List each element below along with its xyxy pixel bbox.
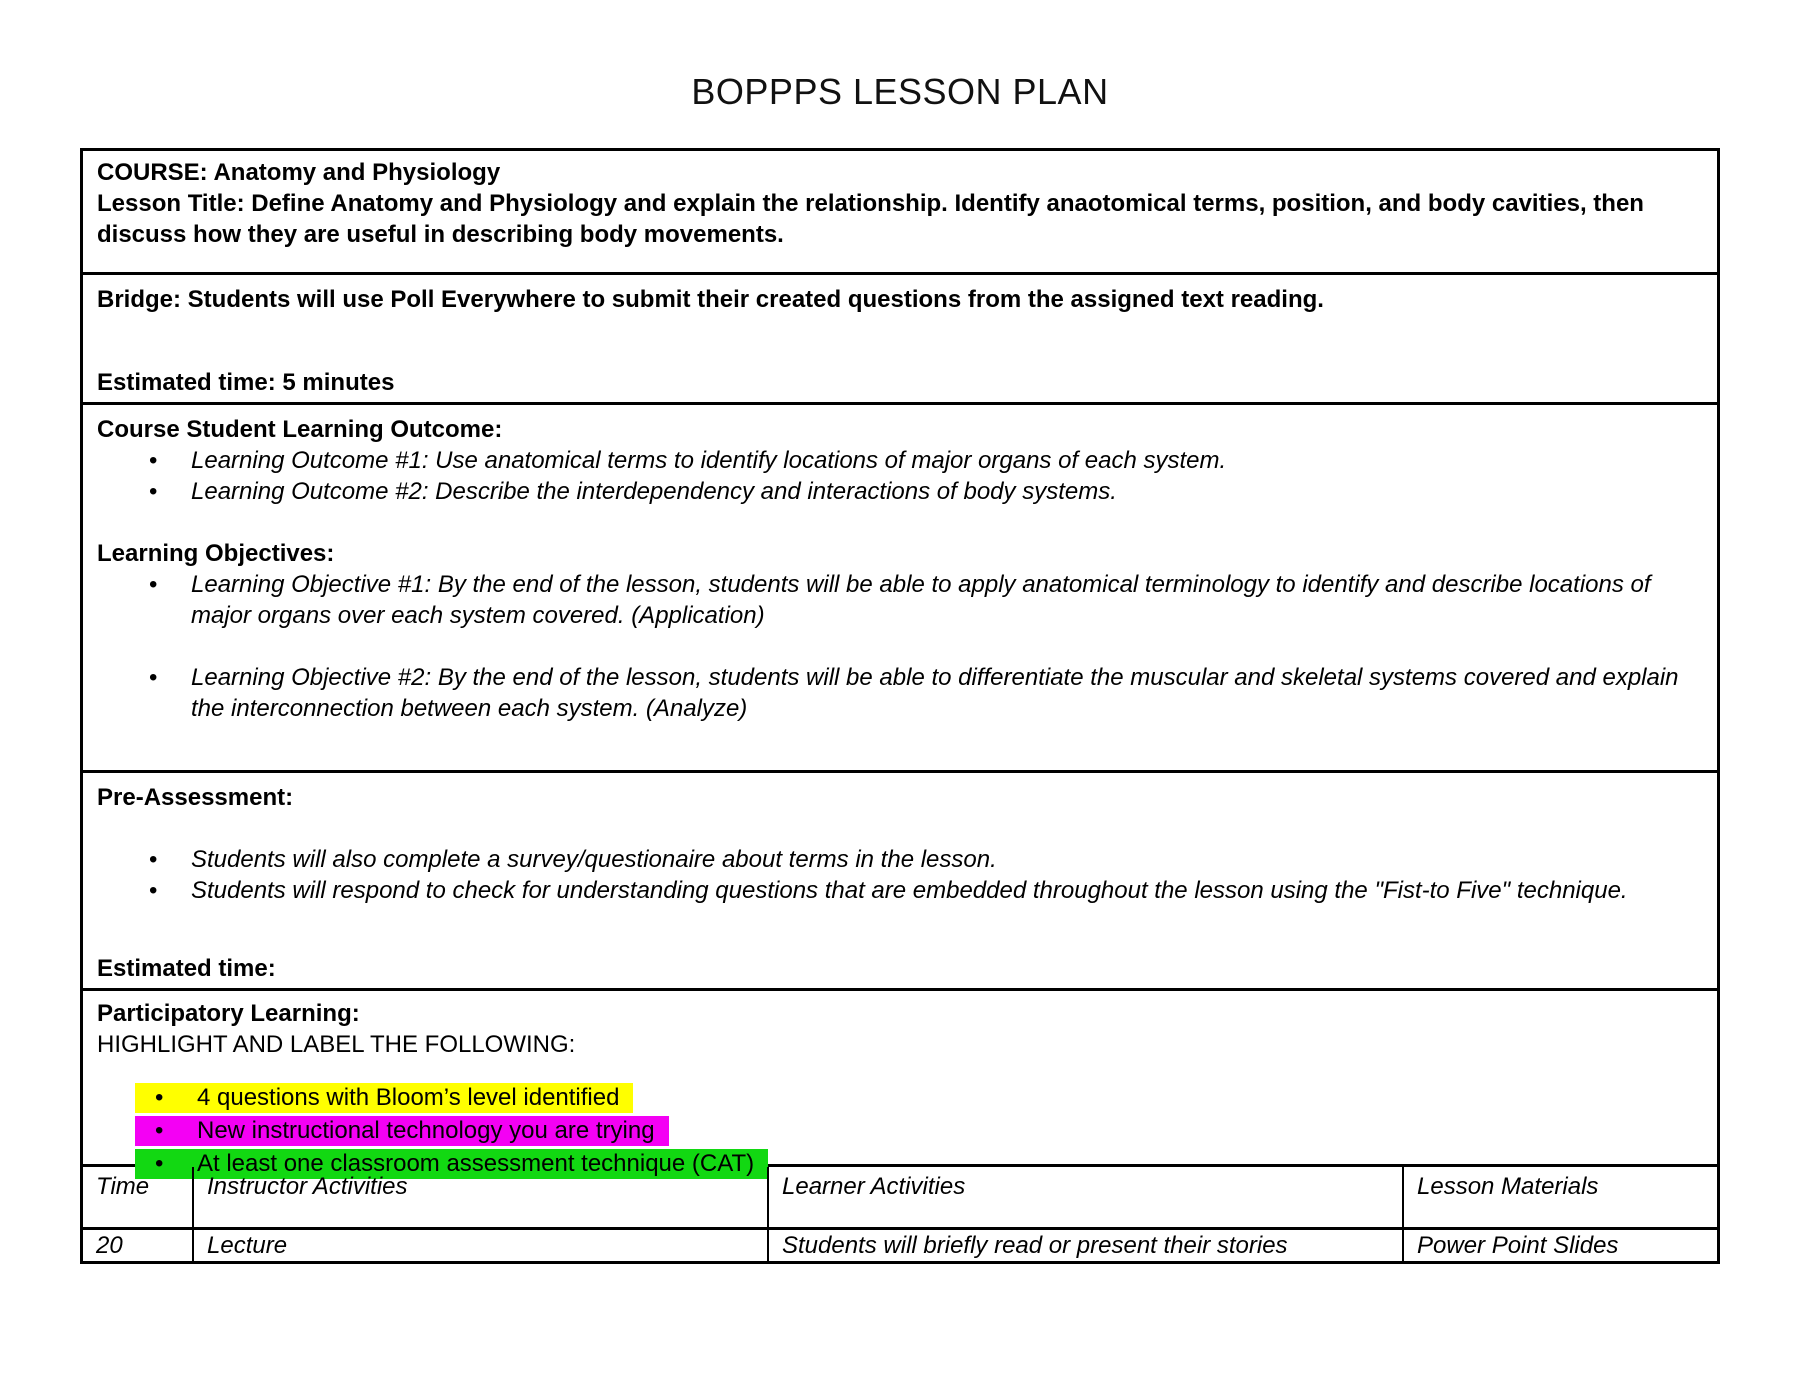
- cell-learner-activity: Students will briefly read or present their stories: [769, 1230, 1404, 1261]
- lesson-plan-table: [80, 148, 1720, 1264]
- highlight-item-yellow: [135, 1082, 1703, 1113]
- page-title: BOPPPS LESSON PLAN: [691, 71, 1109, 112]
- highlight-chip: [135, 1083, 633, 1113]
- objective-item-text: Learning Objective #2: By the end of the lesson, students will be able to differentiate the muscular and skeletal systems covered and explain the interconnection between each system. (Analyze): [191, 664, 1679, 722]
- blank-line: [97, 631, 1703, 662]
- outcome-item-text: Learning Outcome #1: Use anatomical terms to identify locations of major organs of each system.: [191, 447, 1227, 474]
- outcome-item: [149, 445, 1703, 476]
- section-pre-assessment: [83, 773, 1717, 991]
- course-label: COURSE: Anatomy and Physiology: [97, 159, 501, 186]
- header-cell-lesson-materials: Lesson Materials: [1404, 1167, 1717, 1230]
- participatory-heading: Participatory Learning:: [97, 1000, 360, 1027]
- objective-item: [149, 569, 1703, 631]
- highlight-item-magenta: [135, 1115, 1703, 1146]
- highlight-instruction: HIGHLIGHT AND LABEL THE FOLLOWING:: [97, 1031, 576, 1058]
- section-participatory: [83, 991, 1717, 1177]
- bridge-text: Bridge: Students will use Poll Everywhere to submit their created questions from the assigned text reading.: [97, 286, 1324, 313]
- outcomes-heading: Course Student Learning Outcome:: [97, 416, 503, 443]
- bullet-icon: [135, 1083, 197, 1113]
- bullet-icon: [149, 569, 191, 631]
- bullet-icon: [149, 476, 191, 507]
- pre-assessment-estimated-time: Estimated time:: [97, 955, 276, 982]
- pre-assessment-item: [149, 875, 1703, 906]
- highlight-item-text: 4 questions with Bloom’s level identified: [197, 1084, 620, 1111]
- blank-line: [97, 813, 1703, 844]
- pre-assessment-item-text: Students will respond to check for understanding questions that are embedded throughout the lesson using the "Fist-to Five" technique.: [191, 877, 1628, 904]
- cell-time-value: 20: [83, 1230, 194, 1261]
- bullet-icon: [149, 662, 191, 724]
- pre-assessment-item-text: Students will also complete a survey/questionaire about terms in the lesson.: [191, 846, 997, 873]
- activity-table: [83, 1167, 1717, 1261]
- bridge-estimated-time: Estimated time: 5 minutes: [97, 369, 395, 396]
- pre-assessment-list: [97, 844, 1703, 906]
- bullet-icon: [149, 875, 191, 906]
- outcomes-list: [97, 445, 1703, 507]
- highlight-list: [135, 1082, 1703, 1179]
- pre-assessment-heading: Pre-Assessment:: [97, 784, 294, 811]
- blank-space: [97, 906, 1703, 953]
- highlight-item-text: New instructional technology you are trying: [197, 1117, 655, 1144]
- header-cell-instructor-activities: Instructor Activities: [194, 1167, 769, 1230]
- outcome-item: [149, 476, 1703, 507]
- lesson-title-text: Lesson Title: Define Anatomy and Physiology and explain the relationship. Identify anaotomical terms, position, and body cavities, then discuss how they are useful in describing body movements.: [97, 190, 1644, 248]
- section-bridge: [83, 275, 1717, 405]
- header-cell-time: Time: [83, 1167, 194, 1230]
- cell-instructor-activity: Lecture: [194, 1230, 769, 1261]
- bullet-icon: [149, 445, 191, 476]
- highlight-chip: [135, 1116, 669, 1146]
- bullet-icon: [135, 1116, 197, 1146]
- cell-lesson-material: Power Point Slides: [1417, 1231, 1619, 1259]
- highlight-item-text: At least one classroom assessment technique (CAT): [197, 1150, 755, 1177]
- section-course: [83, 151, 1717, 275]
- section-outcomes: [83, 405, 1717, 773]
- blank-space: [97, 1060, 1703, 1082]
- objectives-heading: Learning Objectives:: [97, 540, 335, 567]
- blank-line: [97, 507, 1703, 538]
- pre-assessment-item: [149, 844, 1703, 875]
- objective-item-text: Learning Objective #1: By the end of the lesson, students will be able to apply anatomical terminology to identify and describe locations of major organs over each system covered. (Application): [191, 571, 1651, 629]
- bullet-icon: [149, 844, 191, 875]
- objectives-list: [97, 569, 1703, 724]
- objective-item: [149, 662, 1703, 724]
- outcome-item-text: Learning Outcome #2: Describe the interdependency and interactions of body systems.: [191, 478, 1117, 505]
- header-cell-learner-activities: Learner Activities: [769, 1167, 1404, 1230]
